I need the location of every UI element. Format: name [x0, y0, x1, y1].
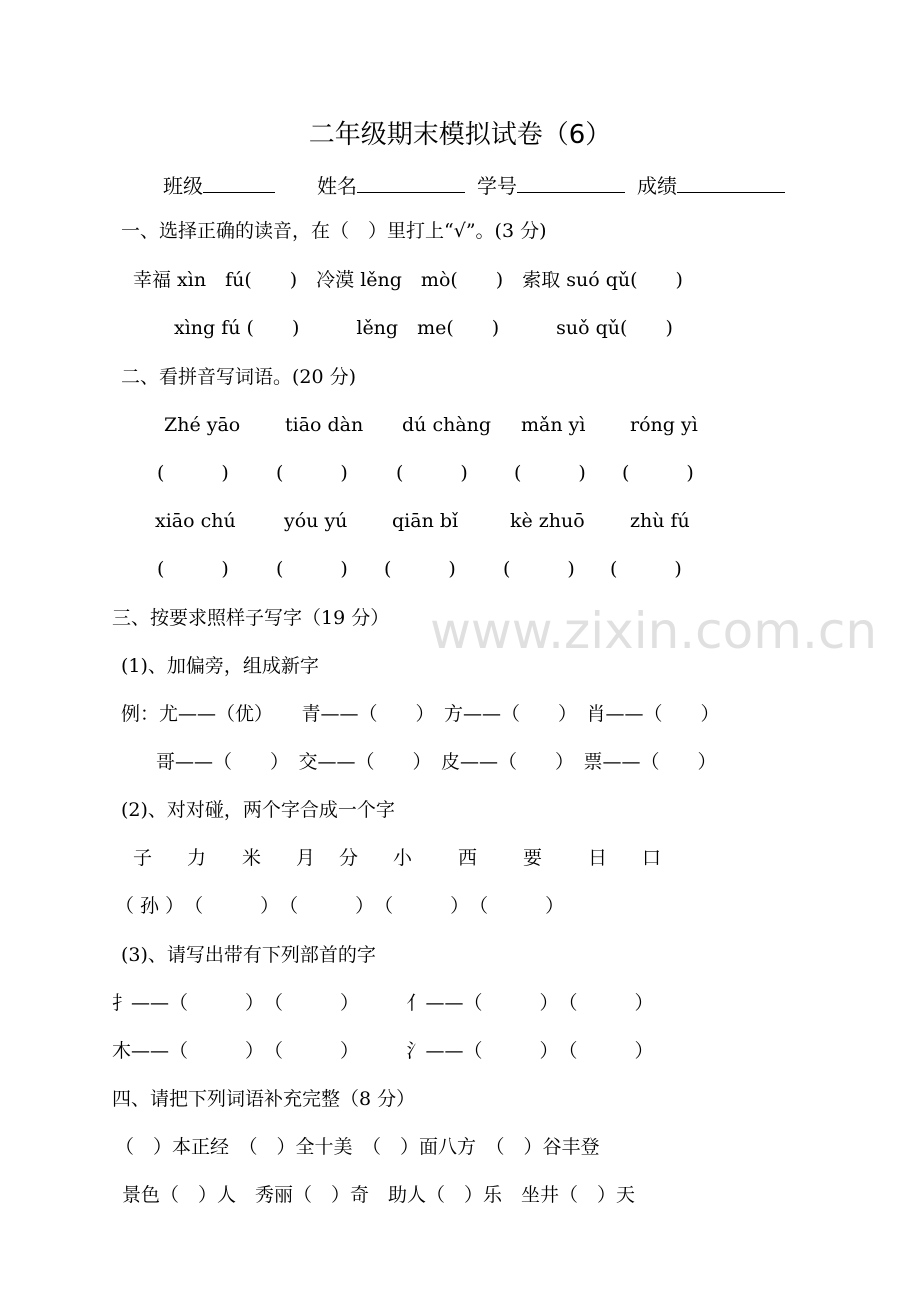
name-blank[interactable]: [357, 172, 465, 193]
pinyin-item: róng yì: [630, 414, 698, 436]
part3-row2: 木——（ ） （ ） 氵——（ ） （ ）: [112, 1040, 654, 1062]
combine-char: 子: [133, 847, 153, 869]
combine-char: 日: [588, 847, 608, 869]
part1-heading: (1)、加偏旁，组成新字: [121, 655, 319, 677]
combine-char: 分: [339, 847, 359, 869]
class-blank[interactable]: [203, 172, 275, 193]
answer-brackets[interactable]: ( ): [157, 462, 229, 484]
section4-heading: 四、请把下列词语补充完整（8 分）: [112, 1088, 416, 1110]
part3-heading: (3)、请写出带有下列部首的字: [121, 944, 376, 966]
score-label: 成绩: [637, 174, 677, 198]
answer-brackets[interactable]: ( ): [503, 558, 575, 580]
section1-heading: 一、选择正确的读音，在（ ）里打上“√”。(3 分): [121, 220, 547, 242]
part1-row2: 哥——（ ） 交——（ ） 皮——（ ） 票——（ ）: [156, 751, 717, 773]
name-label: 姓名: [317, 174, 357, 198]
answer-brackets[interactable]: ( ): [514, 462, 586, 484]
pinyin-item: qiān bǐ: [392, 510, 459, 532]
pinyin-item: dú chàng: [402, 414, 492, 436]
combine-char: 小: [393, 847, 413, 869]
pinyin-item: xiāo chú: [155, 510, 236, 532]
pinyin-item: mǎn yì: [521, 414, 586, 436]
section1-row1: 幸福 xìn fú( ) 冷漠 lěng mò( ) 索取 suó qǔ( ): [133, 269, 683, 291]
answer-brackets[interactable]: ( ): [276, 558, 348, 580]
id-label: 学号: [477, 174, 517, 198]
section3-heading: 三、按要求照样子写字（19 分）: [112, 607, 390, 629]
pinyin-item: yóu yú: [284, 510, 348, 532]
section2-heading: 二、看拼音写词语。(20 分): [121, 366, 357, 388]
answer-brackets[interactable]: ( ): [622, 462, 694, 484]
answer-brackets[interactable]: ( ): [396, 462, 468, 484]
answer-brackets[interactable]: ( ): [157, 558, 229, 580]
class-label: 班级: [163, 174, 203, 198]
pinyin-item: zhù fú: [630, 510, 690, 532]
combine-char: 西: [458, 847, 478, 869]
part3-row1: 扌——（ ） （ ） 亻——（ ） （ ）: [112, 992, 654, 1014]
combine-char: 月: [296, 847, 316, 869]
id-blank[interactable]: [517, 172, 625, 193]
part2-answers[interactable]: （ 孙 ） （ ） （ ） （ ） （ ）: [115, 895, 565, 917]
pinyin-item: Zhé yāo: [164, 414, 241, 436]
section4-row1: （ ）本正经 （ ）全十美 （ ）面八方 （ ）谷丰登: [115, 1136, 600, 1158]
combine-char: 口: [642, 847, 662, 869]
score-blank[interactable]: [677, 172, 785, 193]
section1-row2: xìng fú ( ) lěng me( ) suǒ qǔ( ): [174, 317, 673, 339]
page-title: 二年级期末模拟试卷（6）: [308, 120, 612, 150]
answer-brackets[interactable]: ( ): [384, 558, 456, 580]
combine-char: 力: [187, 847, 207, 869]
section4-row2: 景色（ ）人 秀丽（ ）奇 助人（ ）乐 坐井（ ）天: [122, 1184, 636, 1206]
student-info-row: [163, 172, 785, 199]
pinyin-item: kè zhuō: [510, 510, 585, 532]
combine-char: 要: [523, 847, 543, 869]
answer-brackets[interactable]: ( ): [276, 462, 348, 484]
watermark: www.zixin.com.cn: [430, 602, 878, 660]
answer-brackets[interactable]: ( ): [610, 558, 682, 580]
part2-heading: (2)、对对碰，两个字合成一个字: [121, 799, 395, 821]
part1-row1: 例：尤——（优） 青——（ ） 方——（ ） 肖——（ ）: [121, 703, 720, 725]
pinyin-item: tiāo dàn: [285, 414, 364, 436]
combine-char: 米: [242, 847, 262, 869]
